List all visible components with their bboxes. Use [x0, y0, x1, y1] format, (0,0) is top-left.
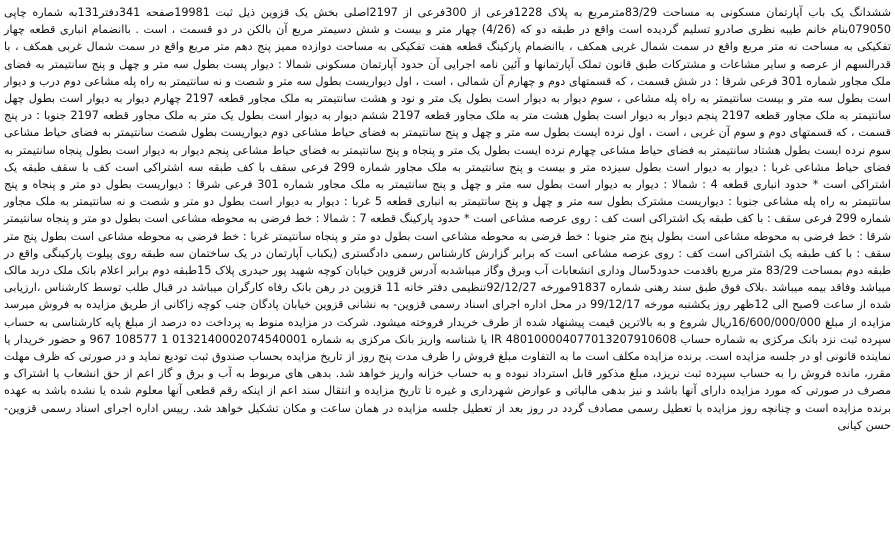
- notice-body-text: ششدانگ یک باب آپارتمان مسکونی به مساحت 83/29مترمربع به پلاک 1228فرعی از 300فرعی از 2197اصلی بخش یک قزوین ذیل ثبت 19981صفحه 341دفتر131به شماره چاپی 079050بنام خانم طیبه نظری صادرو تسلیم گردیده است واقع در طبقه دو که (4/26) چهار متر و بیست و شش دسیمتر مربع آن بالکن در دو قسمت ، است . باانضمام انباری قطعه چهار تفکیکی به مساحت نه متر مربع واقع در سمت شمال غربی همکف ، باانضمام پارکینگ قطعه هفت تفکیکی به مساحت دوازده ممیز پنج دهم متر مربع واقع در سمت شمال غربی همکف ، با قدرالسهم از عرصه و سایر مشاعات و مشترکات طبق قانون تملک آپارتمانها و آئین نامه اجرایی آن حدود آپارتمان مسکونی شمالا : دیوار پست بطول سه متر و چهل و پنج سانتیمتر به فضای ملک مجاور شماره 301 فرعی شرقا : در شش قسمت ، که قسمتهای دوم و چهارم آن شمالی ، است ، اول دیواریست بطول سه متر و شصت و نه سانتیمتر به راه پله مشاعی دوم درب و دیوار است بطول سه متر و بیست سانتیمتر به راه پله مشاعی ، سوم دیوار به دیوار است بطول یک متر و نود و هشت سانتیمتر به ملک مجاور قطعه 2197 چهارم دیوار به دیوار است بطول چهل سانتیمتر به ملک مجاور قطعه 2197 پنجم دیوار به دیوار است بطول هشت متر به ملک مجاور قطعه 2197 ششم دیوار به دیوار است بطول یک متر به ملک مجاور قطعه 2197 جنوبا : در پنج قسمت ، که قسمتهای دوم و سوم آن غربی ، است ، اول نرده ایست بطول سه متر و چهل و پنج سانتیمتر به فضای حیاط مشاعی دوم دیواریست بطول شصت سانتیمتر به فضای حیاط مشاعی سوم نرده ایست بطول هشتاد سانتیمتر به فضای حیاط مشاعی چهارم نرده ایست بطول یک متر و پنجاه و پنج سانتیمتر به فضای حیاط مشاعی پنجم دیوار به دیوار است بطول پنجاه سانتیمتر به فضای حیاط مشاعی غربا : دیوار به دیوار است بطول سیزده متر و بیست و پنج سانتیمتر به ملک مجاور شماره 299 فرعی سقف با کف طبقه سه اشتراکی است کف با سقف طبقه یک اشتراکی است * حدود انباری قطعه 4 : شمالا : دیوار به دیوار است بطول سه متر و چهل و پنج سانتیمتر به ملک مجاور شماره 301 فرعی شرقا : دیواریست بطول دو متر و پنجاه و پنج سانتیمتر به راه پله مشاعی جنوبا : دیواریست مشترک بطول سه متر و چهل و پنج سانتیمتر به انباری قطعه 5 غربا : دیوار به دیوار است بطول دو متر و شصت و نه سانتیمتر به ملک مجاور شماره 299 فرعی سقف : با کف طبقه یک اشتراکی است کف : روی عرصه مشاعی است * حدود پارکینگ قطعه 7 : شمالا : خط فرضی به محوطه مشاعی است بطول دو متر و پنجاه سانتیمتر شرقا : خط فرضی به محوطه مشاعی است بطول پنج متر جنوبا : خط فرضی به محوطه مشاعی است بطول دو متر و پنجاه سانتیمتر غربا : خط فرضی به محوطه مشاعی است بطول پنج متر سقف : با کف طبقه یک اشتراکی است کف : روی عرصه مشاعی است که برابر گزارش کارشناس رسمی دادگستری (یکباب آپارتمان در یک ساختمان سه طبقه روی پیلوت پارکینگی واقع در طبقه دوم بمساحت 83/29 متر مربع باقدمت حدود5سال وداری انشعابات آب وبرق وگاز میباشدبه آدرس قزوین خیابان کوچه شهید پور حیدری پلاک 15طبقه دوم برابر اعلام بانک ملک دربد مالک میباشد وفاقد بیمه میباشد .بلاک فوق طبق سند رهنی شماره 91837مورخه 92/12/27تنظیمی دفتر خانه 11 قزوین در رهن بانک رفاه کارگران میباشد در قبال طلب توسط کارشناس ،ارزیابی شده از ساعت 9صبح الی 12ظهر روز یکشنبه مورخه 99/12/17 در محل اداره اجرای اسناد رسمی قزوین- به نشانی قزوین خیابان پادگان جنب کوچه زاکانی از طریق مزایده به فروش میرسد مزایده از مبلغ 16/600/000/000ریال شروع و به بالاترین قیمت پیشنهاد شده از طرف خریدار فروخته میشود. شرکت در مزایده منوط به پرداخت ده درصد از مبلغ پایه کارشناسی به حساب سپرده ثبت نزد بانک مرکزی به شماره حساب IR 480100004077013207910608 یا شناسه واریز بانک مرکزی به شماره 0132140002074540001 1 108577 967 و حضور خریدار یا نماینده قانونی او در جلسه مزایده است. برنده مزایده مکلف است ما به التفاوت مبلغ فروش را ظرف مدت پنج روز از تاریخ مزایده بحساب صندوق ثبت تودیع نماید و در صورتی که ظرف مهلت مقرر، مانده فروش را به حساب سپرده ثبت نریزد، مبلغ مذکور قابل استرداد نبوده و به حساب خزانه واریز خواهد شد. بدهی های مربوط به آب و برق و گاز اعم از حق انشعاب یا اشتراک و مصرف در صورتی که مورد مزایده دارای آنها باشد و نیز بدهی مالیاتی و عوارض شهرداری و غیره تا تاریخ مزایده و انتقال سند اعم از اینکه رقم قطعی آنها معلوم شده یا نشده باشد به عهده برنده مزایده است و چنانچه روز مزایده با تعطیل رسمی مصادف گردد در روز بعد از تعطیل جلسه مزایده در همان ساعت و مکان تشکیل خواهد شد. رییس اداره اجرای اسناد رسمی قزوین-حسن کیانی: [4, 6, 892, 432]
